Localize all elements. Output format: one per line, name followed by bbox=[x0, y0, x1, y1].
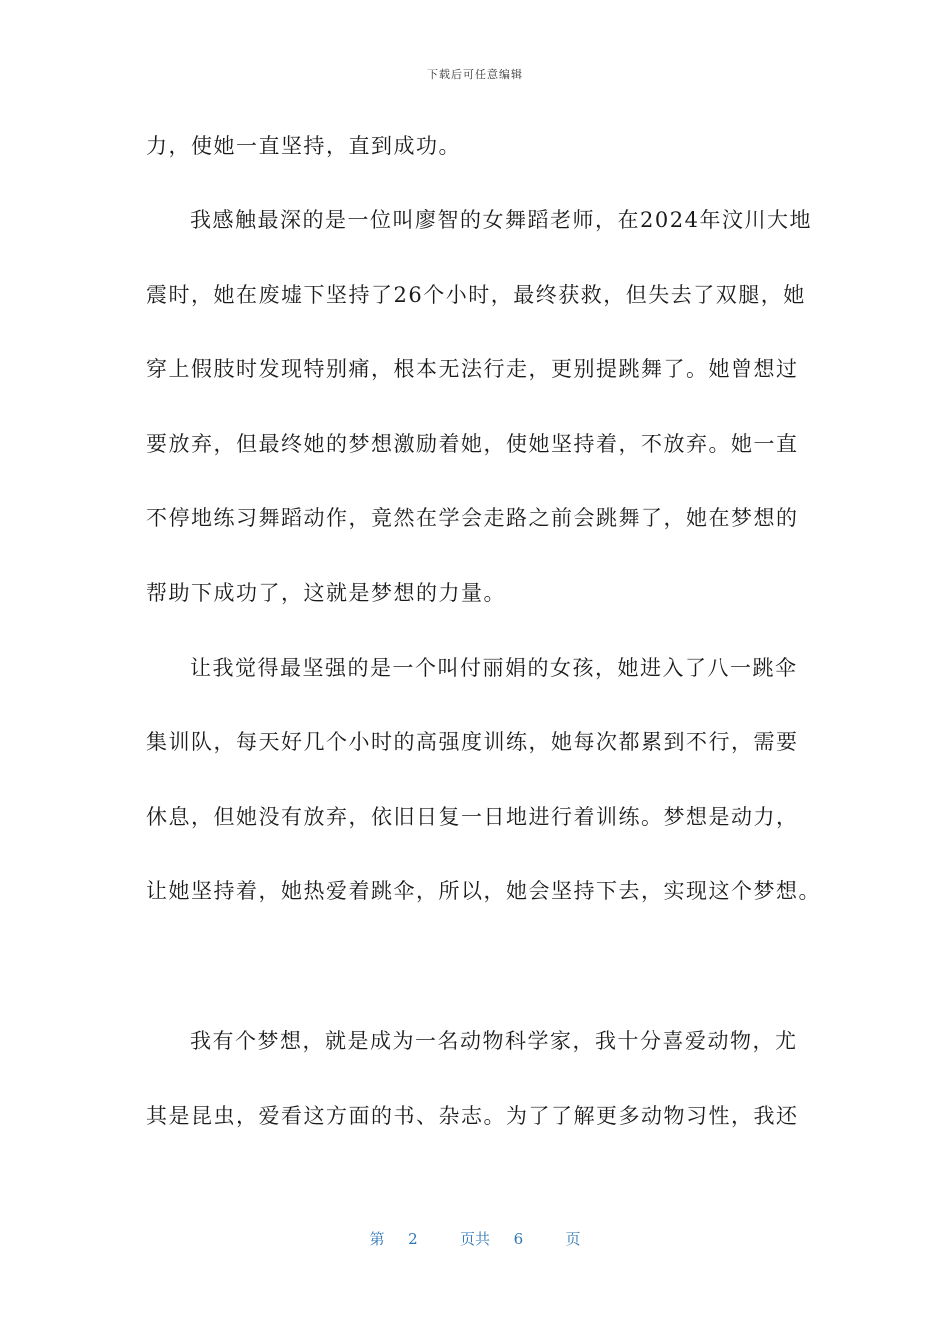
footer-prefix: 第 bbox=[369, 1230, 385, 1248]
text-line: 帮助下成功了，这就是梦想的力量。 bbox=[146, 581, 506, 605]
footer-suffix: 页 bbox=[565, 1230, 581, 1248]
text-line: 穿上假肢时发现特别痛，根本无法行走，更别提跳舞了。她曾想过 bbox=[146, 357, 799, 381]
header-note: 下载后可任意编辑 bbox=[427, 68, 523, 81]
text-line: 我有个梦想，就是成为一名动物科学家，我十分喜爱动物，尤 bbox=[190, 1029, 798, 1053]
text-line: 集训队，每天好几个小时的高强度训练，她每次都累到不行，需要 bbox=[146, 730, 799, 754]
text-line: 力，使她一直坚持，直到成功。 bbox=[146, 134, 461, 158]
text-line: 我感触最深的是一位叫廖智的女舞蹈老师，在2024年汶川大地 bbox=[190, 208, 812, 232]
text-line: 震时，她在废墟下坚持了26个小时，最终获救，但失去了双腿，她 bbox=[146, 283, 806, 307]
text-line: 不停地练习舞蹈动作，竟然在学会走路之前会跳舞了，她在梦想的 bbox=[146, 506, 799, 530]
page-footer bbox=[0, 1228, 950, 1249]
text-line: 让她坚持着，她热爱着跳伞，所以，她会坚持下去，实现这个梦想。 bbox=[146, 879, 821, 903]
footer-total-pages: 6 bbox=[513, 1230, 524, 1248]
text-line: 休息，但她没有放弃，依旧日复一日地进行着训练。梦想是动力， bbox=[146, 805, 799, 829]
text-line: 要放弃，但最终她的梦想激励着她，使她坚持着，不放弃。她一直 bbox=[146, 432, 799, 456]
text-line: 其是昆虫，爱看这方面的书、杂志。为了了解更多动物习性，我还 bbox=[146, 1104, 799, 1128]
footer-current-page: 2 bbox=[408, 1230, 418, 1248]
footer-middle: 页共 bbox=[459, 1230, 490, 1248]
text-line: 让我觉得最坚强的是一个叫付丽娟的女孩，她进入了八一跳伞 bbox=[190, 656, 798, 680]
